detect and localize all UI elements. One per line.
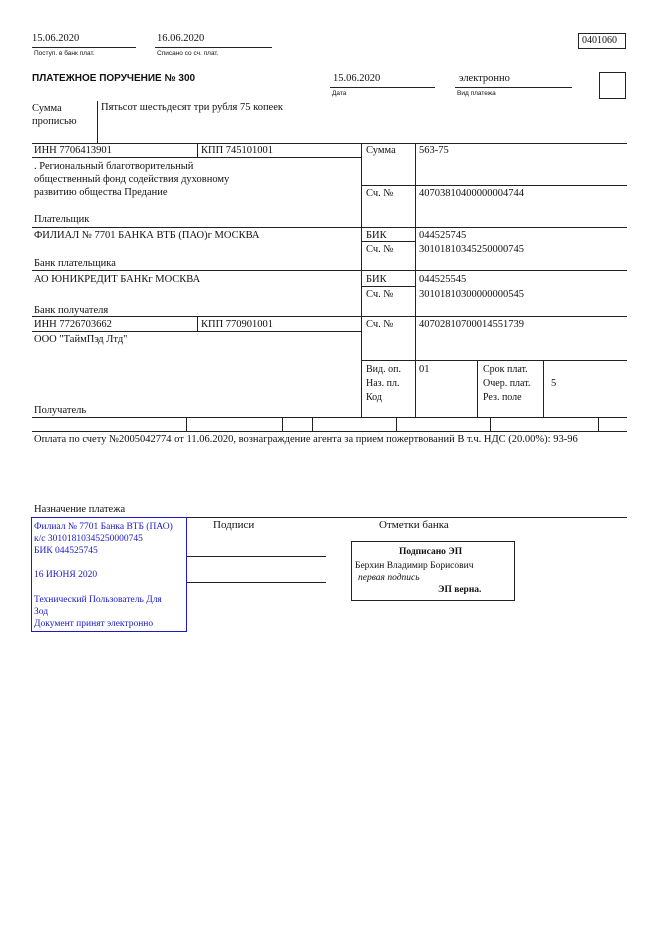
received-label: Поступ. в банк плат. [34,50,95,57]
purpose-text: Оплата по счету №2005042774 от 11.06.2020, вознаграждение агента за прием пожертвований В т.ч. НДС (20.00%): 93-96 [34,434,578,445]
amount-words-value: Пятьсот шестьдесят три рубля 75 копеек [101,102,283,113]
ocher-value: 5 [551,378,557,389]
order-title: ПЛАТЕЖНОЕ ПОРУЧЕНИЕ № 300 [32,73,196,84]
bank-stamp-line2: к/с 30101810345250000745 [34,534,143,544]
form-code-box [578,33,626,49]
grid-line-payer [32,227,627,228]
payee-bank-account: 30101810300000000545 [419,289,524,300]
e-signature-name: Берхин Владимир Борисович [355,561,474,571]
grid-line-payee-bottom [32,417,627,418]
payee-bank-bik: 044525545 [419,274,467,285]
purpose-label: Назначение платежа [34,504,126,515]
srok-label: Срок плат. [483,364,528,375]
payer-bank-bik: 044525745 [419,230,467,241]
amount-words-divider [97,101,98,143]
payee-bank-name: АО ЮНИКРЕДИТ БАНКг МОСКВА [34,274,201,285]
payer-account: 40703810400000004744 [419,188,524,199]
tax-divider-3 [312,417,313,431]
received-date: 15.06.2020 [32,33,80,44]
grid-line-tax-row [32,431,627,432]
tax-divider-4 [396,417,397,431]
amount-words-label: Сумма прописью [32,103,77,127]
tax-divider-2 [282,417,283,431]
bank-stamp-line6: Зод [34,607,49,617]
payer-account-label: Сч. № [366,188,394,199]
payee-inn: ИНН 7726703662 [34,319,112,330]
grid-line-payee-inn [32,331,361,332]
ocher-label: Очер. плат. [483,378,531,389]
payer-inn: ИНН 7706413901 [34,145,112,156]
e-signature-role: первая подпись [358,573,420,583]
payment-type-line [455,87,572,88]
grid-line-payee-bank [32,316,627,317]
grid-line-sum [361,185,627,186]
debited-date-line [155,47,272,48]
vid-op-label: Вид. оп. [366,364,401,375]
payer-kpp: КПП 745101001 [201,145,274,156]
grid-divider-inn-kpp [197,143,198,157]
order-date-label: Дата [332,90,347,97]
tax-divider-1 [186,417,187,431]
debited-label: Списано со сч. плат. [157,50,219,57]
signatures-label: Подписи [213,519,255,531]
payee-account-label: Сч. № [366,319,394,330]
grid-line-inn-bottom [32,157,361,158]
tax-divider-5 [490,417,491,431]
tax-divider-6 [598,417,599,431]
received-date-line [32,47,136,48]
vid-op-value: 01 [419,364,430,375]
grid-line-codes [361,360,627,361]
bank-stamp-date: 16 ИЮНЯ 2020 [34,570,98,580]
naz-pl-label: Наз. пл. [366,378,400,389]
sum-value: 563-75 [419,145,449,156]
payee-bank-bik-label: БИК [366,274,387,285]
payer-bank-label: Банк плательщика [34,258,116,269]
e-signature-title: Подписано ЭП [399,547,463,557]
payer-bank-bik-label: БИК [366,230,387,241]
payee-bank-account-label: Сч. № [366,289,394,300]
signature-line-2 [186,582,326,583]
payer-bank-name: ФИЛИАЛ № 7701 БАНКА ВТБ (ПАО)г МОСКВА [34,230,260,241]
payee-label: Получатель [34,405,87,416]
bank-stamp-line1: Филиал № 7701 Банка ВТБ (ПАО) [34,522,173,532]
signature-line-1 [186,556,326,557]
e-signature-box [351,541,515,601]
kod-label: Код [366,392,382,403]
grid-divider-payee-inn-kpp [197,316,198,331]
grid-divider-codes-2 [543,360,544,417]
payee-account: 40702810700014551739 [419,319,524,330]
payer-label: Плательщик [34,214,90,225]
bank-stamp [31,517,187,632]
bank-stamp-line7: Документ принят электронно [34,619,154,629]
e-signature-status: ЭП верна. [438,585,482,595]
payee-name: ООО "ТаймПэд Лтд" [34,334,128,345]
form-code: 0401060 [582,35,617,46]
rez-label: Рез. поле [483,392,522,403]
order-date-line [330,87,435,88]
payment-type: электронно [459,73,510,84]
grid-line-payee-bik [361,286,415,287]
payer-name: . Региональный благотворительный общественный фонд содействия духовному развитию общества Предание [34,161,230,198]
bank-marks-label: Отметки банка [379,519,449,531]
status-box [599,72,626,99]
payer-bank-account: 30101810345250000745 [419,244,524,255]
payment-type-label: Вид платежа [457,90,496,97]
payee-kpp: КПП 770901001 [201,319,274,330]
grid-line-inn [32,143,627,144]
payer-bank-account-label: Сч. № [366,244,394,255]
debited-date: 16.06.2020 [157,33,205,44]
grid-line-payer-bank [32,270,627,271]
bank-stamp-line5: Технический Пользователь Для [34,595,162,605]
order-date: 15.06.2020 [333,73,381,84]
sum-label: Сумма [366,145,396,156]
grid-divider-codes-1 [477,360,478,417]
payee-bank-label: Банк получателя [34,305,109,316]
bank-stamp-line3: БИК 044525745 [34,546,98,556]
